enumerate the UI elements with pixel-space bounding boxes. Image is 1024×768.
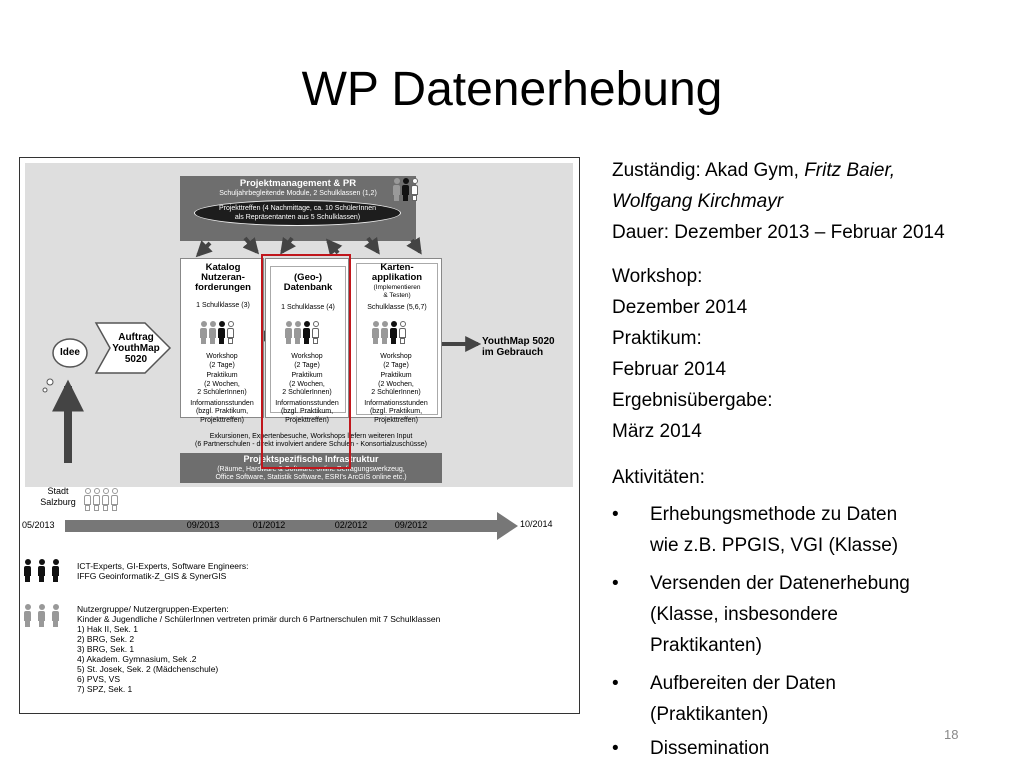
legend2-line: 1) Hak II, Sek. 1 [77,624,138,634]
bullet-text-line: Dissemination [650,738,770,759]
col1-title-2: Nutzeran- [201,272,245,283]
col-detail-line: (bzgl. Praktikum, [195,408,249,415]
timeline-arrowhead [497,512,518,540]
output-line-2: im Gebrauch [482,347,544,358]
pm-title: Projektmanagement & PR [239,178,357,189]
bullet-text-line: Praktikanten) [650,635,762,656]
ergebnis-label: Ergebnisübergabe: [612,390,773,411]
col2-title-1: (Geo-) [294,272,322,283]
col-detail-line: Informationsstunden [190,399,254,407]
col-detail-line: Projekttreffen) [374,416,418,424]
col2-title-2: Datenbank [283,282,333,293]
col-detail-line: 2 SchülerInnen) [371,389,421,396]
col-detail-line: Praktikum [380,372,412,379]
legend2-line: 5) St. Josek, Sek. 2 (Mädchenschule) [77,664,219,674]
bullet-dot: • [612,504,619,525]
timeline-label-5: 10/2014 [520,519,553,529]
col1-class: 1 Schulklasse (3) [196,302,250,309]
col-detail-line: Projekttreffen) [200,416,244,424]
bullet-text-line: Aufbereiten der Daten [650,673,836,694]
thought-bubble-1 [47,379,53,385]
col3-sub-1: (Implementieren [373,284,421,291]
timeline-label-2: 01/2012 [252,520,286,530]
datenbank-highlight [261,254,351,469]
col-detail-line: Informationsstunden [364,399,428,407]
col-detail-line: Workshop [380,353,412,360]
timeline-label-1: 09/2013 [186,520,220,530]
col-detail-line: 2 SchülerInnen) [197,389,247,396]
col-detail-line: Praktikum [206,372,238,379]
workshop-value: Dezember 2014 [612,297,748,318]
col-detail-line: Informationsstunden [275,399,339,407]
col-detail-line: (2 Wochen, [204,380,240,388]
col3-title-2: applikation [371,272,423,283]
legend2-line: Kinder & Jugendliche / SchülerInnen vertreten primär durch 6 Partnerschulen mit 7 Schulklassen [77,614,441,624]
col-detail-line: Workshop [206,353,238,360]
col3-class: Schulklasse (5,6,7) [367,304,427,311]
col-detail-line: Workshop [291,353,323,360]
pm-oval-line-1: Projekttreffen (4 Nachmittage, ca. 10 SchülerInnen [218,205,377,212]
aktivitaeten-label: Aktivitäten: [612,467,705,488]
stadt-line-1: Stadt [47,486,69,496]
zustaendig-names-2: Wolfgang Kirchmayr [612,191,784,212]
timeline-label-3: 02/2012 [334,520,368,530]
legend2-list [77,604,440,694]
arrow-pm-col3-right [412,240,420,252]
zustaendig-line-1 [612,155,895,186]
timeline-label-0: 05/2013 [22,520,55,530]
bullet-text-line: wie z.B. PPGIS, VGI (Klasse) [650,535,899,556]
bullet-text-line: Versenden der Datenerhebung [650,573,910,594]
col-detail-line: (2 Wochen, [378,380,414,388]
col-detail-line: 2 SchülerInnen) [282,389,332,396]
legend1-line-1: ICT-Experts, GI-Experts, Software Engineers: [77,561,249,571]
legend2-line: 3) BRG, Sek. 1 [77,644,135,654]
col3-details [353,353,439,425]
bullet-dot: • [612,573,619,594]
col-detail-line: (2 Tage) [383,361,409,369]
col-detail-line: Praktikum [291,372,323,379]
col-detail-line: (2 Wochen, [289,380,325,388]
col-detail-line: Projekttreffen) [285,416,329,424]
arrow-pm-col1-up [198,243,210,255]
auftrag-line-1: Auftrag [118,332,154,343]
bullet-text-line: (Klasse, insbesondere [650,604,838,625]
arrow-pm-col1-down [245,238,257,252]
zustaendig-label: Zuständig: Akad Gym, [612,160,805,181]
idee-label: Idee [59,347,80,358]
bullet-text-line: (Praktikanten) [650,704,769,725]
col1-title-1: Katalog [205,262,241,273]
pm-subtitle: Schuljahrbegleitende Module, 2 Schulklassen (1,2) [219,190,377,197]
ergebnis-value: März 2014 [612,421,702,442]
legend1-line-2: IFFG Geoinformatik-Z_GIS & SynerGIS [77,571,227,581]
legend2-line: 7) SPZ, Sek. 1 [77,684,133,694]
exkursionen-line-1: Exkursionen, Expertenbesuche, Workshops liefern weiteren Input [209,433,413,440]
col2-class: 1 Schulklasse (4) [281,304,335,311]
col1-title-3: forderungen [195,282,251,293]
zustaendig-line-2 [612,186,783,217]
auftrag-line-2: YouthMap [112,343,160,354]
col3-title-1: Karten- [380,262,414,273]
praktikum-label: Praktikum: [612,328,702,349]
output-line-1: YouthMap 5020 [482,336,555,347]
slide-number: 18 [944,727,959,742]
col-detail-line: (2 Tage) [209,361,235,369]
praktikum-value: Februar 2014 [612,359,727,380]
thought-bubble-2 [43,388,47,392]
legend2-line: Nutzergruppe/ Nutzergruppen-Experten: [77,604,229,614]
dauer: Dauer: Dezember 2013 – Februar 2014 [612,222,945,243]
zustaendig-names-1: Fritz Baier, [804,160,896,181]
pm-oval-line-2: als Repräsentanten aus 5 Schulklassen) [234,214,361,221]
timeline-label-4: 09/2012 [394,520,428,530]
col3-sub-2: & Testen) [383,292,411,299]
infra-line-2: Office Software, Statistik Software, ESRI's ArcGIS online etc.) [215,474,407,481]
col-detail-line: (2 Tage) [294,361,320,369]
project-diagram [19,157,580,714]
auftrag-line-3: 5020 [124,354,148,365]
arrow-pm-col3-down [368,238,378,252]
arrow-col2-pm-up [328,241,338,253]
arrow-pm-col2-down [282,238,292,252]
infra-title: Projektspezifische Infrastruktur [243,454,379,464]
bullet-dot: • [612,738,619,759]
slide-title: WP Datenerhebung [301,63,723,116]
legend2-line: 6) PVS, VS [77,674,120,684]
bullet-text-line: Erhebungsmethode zu Daten [650,504,898,525]
stadt-line-2: Salzburg [40,497,76,507]
workshop-label: Workshop: [612,266,703,287]
legend2-line: 2) BRG, Sek. 2 [77,634,135,644]
infra-line-1: (Räume, Hardware & Software: online Befragungswerkzeug, [217,466,405,473]
exkursionen-line-2: (6 Partnerschulen - direkt involviert andere Schulen - Konsortialzuschüsse) [195,441,427,448]
col-detail-line: (bzgl. Praktikum, [369,408,423,415]
legend2-line: 4) Akadem. Gymnasium, Sek .2 [77,654,197,664]
bullet-dot: • [612,673,619,694]
col-detail-line: (bzgl. Praktikum, [280,408,334,415]
col1-details [180,353,264,425]
